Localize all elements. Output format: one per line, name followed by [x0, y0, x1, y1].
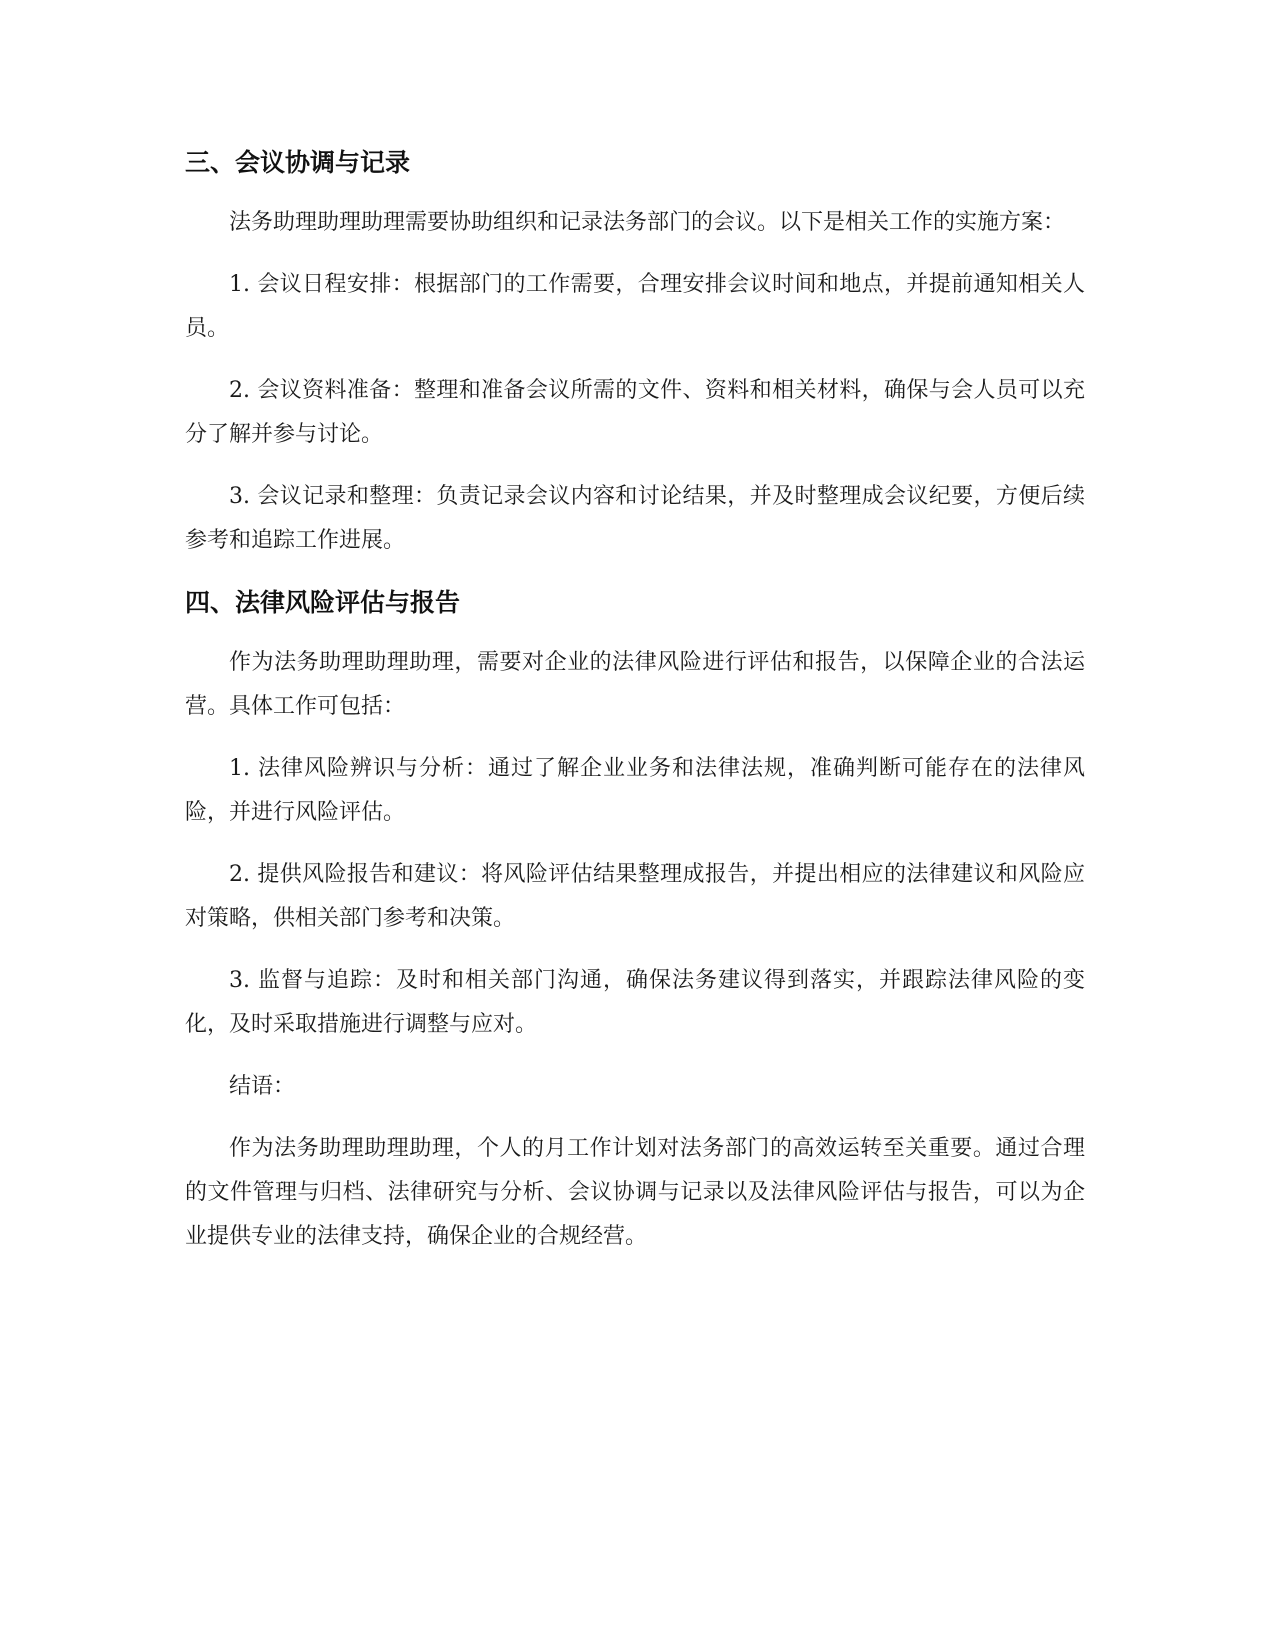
section-4-heading: 四、法律风险评估与报告	[185, 588, 461, 617]
section-4-item-1: 1. 法律风险辨识与分析：通过了解企业业务和法律法规，准确判断可能存在的法律风险，并进行风险评估。	[185, 756, 1085, 825]
section-3-intro: 法务助理助理助理需要协助组织和记录法务部门的会议。以下是相关工作的实施方案：	[229, 210, 1066, 235]
section-3-item-2: 2. 会议资料准备：整理和准备会议所需的文件、资料和相关材料，确保与会人员可以充分了解并参与讨论。	[185, 378, 1085, 447]
section-4-item-2: 2. 提供风险报告和建议：将风险评估结果整理成报告，并提出相应的法律建议和风险应对策略，供相关部门参考和决策。	[185, 862, 1085, 931]
section-3-heading: 三、会议协调与记录	[185, 148, 411, 177]
section-3-item-3: 3. 会议记录和整理：负责记录会议内容和讨论结果，并及时整理成会议纪要，方便后续参考和追踪工作进展。	[185, 484, 1085, 553]
section-3-item-1: 1. 会议日程安排：根据部门的工作需要，合理安排会议时间和地点，并提前通知相关人员。	[185, 272, 1085, 341]
document-body	[185, 141, 1085, 1277]
conclusion-label: 结语：	[229, 1074, 296, 1099]
section-4-intro: 作为法务助理助理助理，需要对企业的法律风险进行评估和报告，以保障企业的合法运营。具体工作可包括：	[185, 650, 1085, 719]
conclusion-text: 作为法务助理助理助理，个人的月工作计划对法务部门的高效运转至关重要。通过合理的文件管理与归档、法律研究与分析、会议协调与记录以及法律风险评估与报告，可以为企业提供专业的法律支持，确保企业的合规经营。	[185, 1136, 1085, 1249]
section-4-item-3: 3. 监督与追踪：及时和相关部门沟通，确保法务建议得到落实，并跟踪法律风险的变化，及时采取措施进行调整与应对。	[185, 968, 1085, 1037]
